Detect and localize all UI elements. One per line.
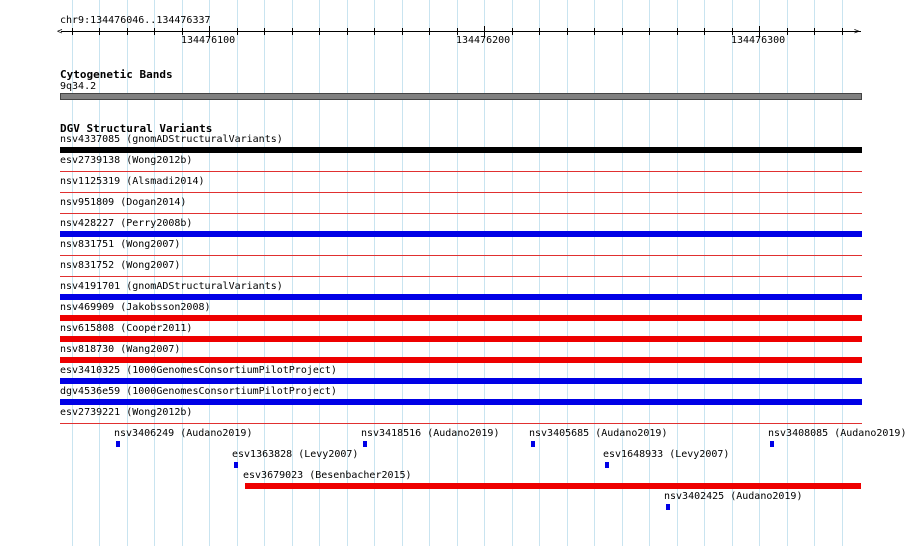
variant-bar[interactable] — [60, 336, 862, 342]
variant-label: nsv831752 (Wong2007) — [60, 260, 181, 271]
variant-bar[interactable] — [234, 462, 238, 468]
ruler-minor-tick — [677, 28, 678, 35]
cytoband-bar[interactable] — [60, 93, 862, 100]
variant-bar[interactable] — [245, 483, 861, 489]
grid-line — [154, 0, 155, 546]
dgv-track-title: DGV Structural Variants — [60, 122, 213, 135]
variant-label: esv2739138 (Wong2012b) — [60, 155, 193, 166]
variant-label: esv1648933 (Levy2007) — [603, 449, 730, 460]
ruler-right-arrow: > — [854, 27, 860, 37]
grid-line — [402, 0, 403, 546]
ruler-minor-tick — [127, 28, 128, 35]
ruler-minor-tick — [429, 28, 430, 35]
variant-label: nsv1125319 (Alsmadi2014) — [60, 176, 205, 187]
grid-line — [787, 0, 788, 546]
ruler-minor-tick — [649, 28, 650, 35]
ruler-minor-tick — [292, 28, 293, 35]
variant-bar[interactable] — [666, 504, 670, 510]
grid-line — [99, 0, 100, 546]
ruler-tick-label: 134476200 — [456, 35, 511, 46]
variant-label: esv3679023 (Besenbacher2015) — [243, 470, 412, 481]
variant-bar[interactable] — [60, 315, 862, 321]
variant-label: nsv3402425 (Audano2019) — [664, 491, 803, 502]
ruler-minor-tick — [732, 28, 733, 35]
variant-bar[interactable] — [60, 231, 862, 237]
ruler-line — [61, 31, 861, 32]
variant-label: nsv831751 (Wong2007) — [60, 239, 181, 250]
variant-label: esv3410325 (1000GenomesConsortiumPilotProject) — [60, 365, 337, 376]
grid-line — [677, 0, 678, 546]
variant-bar[interactable] — [531, 441, 535, 447]
grid-line — [649, 0, 650, 546]
ruler-minor-tick — [374, 28, 375, 35]
position-label: chr9:134476046..134476337 — [60, 15, 211, 26]
grid-line — [842, 0, 843, 546]
ruler-minor-tick — [99, 28, 100, 35]
ruler-minor-tick — [237, 28, 238, 35]
grid-line — [374, 0, 375, 546]
grid-line — [209, 0, 210, 546]
variant-label: esv2739221 (Wong2012b) — [60, 407, 193, 418]
variant-bar[interactable] — [60, 399, 862, 405]
ruler-tick-label: 134476100 — [181, 35, 236, 46]
ruler-tick-label: 134476300 — [731, 35, 786, 46]
variant-bar[interactable] — [60, 378, 862, 384]
ruler-minor-tick — [594, 28, 595, 35]
grid-line — [319, 0, 320, 546]
variant-label: nsv3405685 (Audano2019) — [529, 428, 668, 439]
ruler-minor-tick — [154, 28, 155, 35]
variant-label: nsv951809 (Dogan2014) — [60, 197, 187, 208]
grid-line — [264, 0, 265, 546]
variant-label: nsv4337085 (gnomADStructuralVariants) — [60, 134, 283, 145]
ruler-minor-tick — [622, 28, 623, 35]
variant-line[interactable] — [60, 255, 862, 256]
ruler-minor-tick — [72, 28, 73, 35]
variant-label: nsv428227 (Perry2008b) — [60, 218, 193, 229]
grid-line — [622, 0, 623, 546]
variant-label: esv1363828 (Levy2007) — [232, 449, 359, 460]
variant-bar[interactable] — [60, 357, 862, 363]
variant-label: nsv818730 (Wang2007) — [60, 344, 181, 355]
ruler-minor-tick — [182, 28, 183, 35]
grid-line — [512, 0, 513, 546]
variant-bar[interactable] — [60, 294, 862, 300]
grid-line — [182, 0, 183, 546]
variant-bar[interactable] — [363, 441, 367, 447]
variant-label: nsv469909 (Jakobsson2008) — [60, 302, 211, 313]
ruler-left-arrow: < — [57, 27, 63, 37]
grid-line — [567, 0, 568, 546]
grid-line — [347, 0, 348, 546]
grid-line — [759, 0, 760, 546]
variant-line[interactable] — [60, 276, 862, 277]
ruler-minor-tick — [402, 28, 403, 35]
ruler-minor-tick — [842, 28, 843, 35]
grid-line — [814, 0, 815, 546]
variant-label: nsv3408085 (Audano2019) — [768, 428, 906, 439]
ruler-minor-tick — [787, 28, 788, 35]
ruler-minor-tick — [512, 28, 513, 35]
variant-label: dgv4536e59 (1000GenomesConsortiumPilotProject) — [60, 386, 337, 397]
ruler-minor-tick — [347, 28, 348, 35]
variant-bar[interactable] — [770, 441, 774, 447]
variant-label: nsv615808 (Cooper2011) — [60, 323, 193, 334]
grid-line — [539, 0, 540, 546]
variant-line[interactable] — [60, 213, 862, 214]
variant-label: nsv3406249 (Audano2019) — [114, 428, 253, 439]
ruler-minor-tick — [264, 28, 265, 35]
grid-line — [704, 0, 705, 546]
variant-label: nsv4191701 (gnomADStructuralVariants) — [60, 281, 283, 292]
grid-line — [594, 0, 595, 546]
grid-line — [732, 0, 733, 546]
ruler-minor-tick — [457, 28, 458, 35]
cytoband-track-title: Cytogenetic Bands — [60, 68, 173, 81]
grid-line — [127, 0, 128, 546]
variant-line[interactable] — [60, 192, 862, 193]
grid-line — [429, 0, 430, 546]
variant-bar[interactable] — [605, 462, 609, 468]
ruler-minor-tick — [704, 28, 705, 35]
ruler-minor-tick — [567, 28, 568, 35]
cytoband-name: 9q34.2 — [60, 81, 97, 92]
variant-line[interactable] — [60, 423, 862, 424]
ruler-minor-tick — [319, 28, 320, 35]
ruler-minor-tick — [539, 28, 540, 35]
variant-bar[interactable] — [60, 147, 862, 153]
variant-line[interactable] — [60, 171, 862, 172]
variant-label: nsv3418516 (Audano2019) — [361, 428, 500, 439]
grid-line — [484, 0, 485, 546]
ruler-minor-tick — [814, 28, 815, 35]
grid-line — [457, 0, 458, 546]
variant-bar[interactable] — [116, 441, 120, 447]
grid-line — [292, 0, 293, 546]
